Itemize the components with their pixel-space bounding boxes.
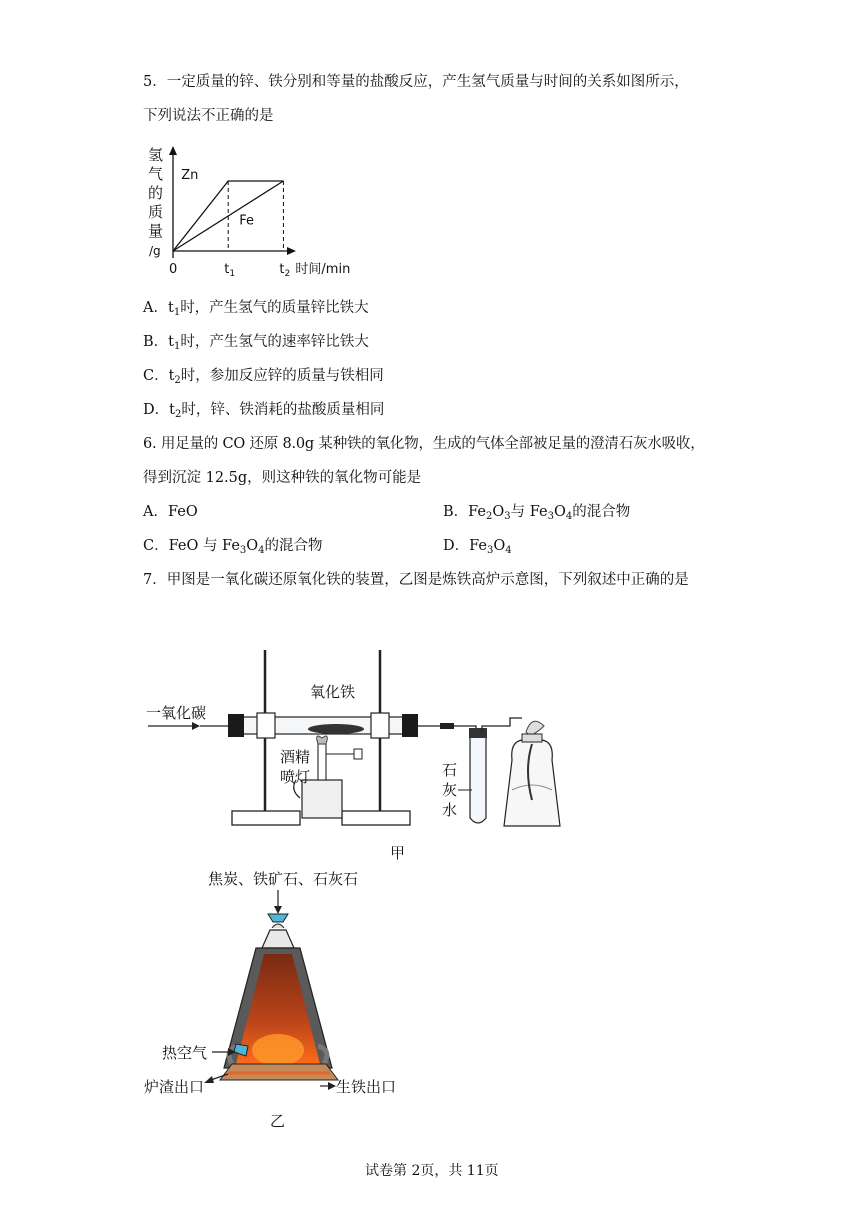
q6-option-a: A．FeO — [143, 504, 198, 520]
x-axis-label: 时间/min — [295, 262, 351, 277]
q6-option-d: D．$Fe_3O_4$ — [443, 538, 512, 556]
label-lime-3: 水 — [442, 801, 458, 819]
caption-jia: 甲 — [390, 844, 406, 862]
label-feed: 焦炭、铁矿石、石灰石 — [208, 870, 359, 888]
figure-jia-apparatus — [140, 640, 590, 865]
clamp-right — [371, 713, 389, 738]
stopper-left — [228, 714, 244, 737]
blowtorch-flame — [317, 736, 328, 744]
x-axis-arrow — [287, 247, 296, 255]
q5-line1: 5．一定质量的锌、铁分别和等量的盐酸反应，产生氢气质量与时间的关系如图所示， — [143, 74, 689, 90]
q5-option-a: A．$t_1$时，产生氢气的质量锌比铁大 — [143, 300, 369, 318]
label-fe2o3: 氧化铁 — [310, 683, 356, 701]
y-axis-label-char: 质 — [148, 203, 164, 221]
q5-chart — [140, 140, 351, 282]
q6-line2: 得到沉淀 12.5g，则这种铁的氧化物可能是 — [143, 470, 422, 486]
caption-yi: 乙 — [270, 1112, 286, 1130]
series-label-fe: Fe — [239, 213, 255, 229]
rubber-joint — [440, 723, 454, 729]
y-axis-label-char: 气 — [148, 165, 164, 183]
q5-option-d: D．$t_2$时，锌、铁消耗的盐酸质量相同 — [143, 402, 385, 420]
q5-option-b: B．$t_1$时，产生氢气的速率锌比铁大 — [143, 334, 369, 352]
chart-ylabel — [148, 146, 163, 258]
q5-option-c: C．$t_2$时，参加反应锌的质量与铁相同 — [143, 368, 384, 386]
q6-line1: 6. 用足量的 CO 还原 8.0g 某种铁的氧化物，生成的气体全部被足量的澄清石灰水吸收， — [143, 436, 705, 452]
alcohol-lamp — [504, 740, 560, 826]
y-axis-label-char: 量 — [148, 222, 164, 240]
feed-hopper — [268, 914, 288, 922]
q5-line2: 下列说法不正确的是 — [143, 108, 274, 124]
label-pig-iron-outlet: 生铁出口 — [336, 1078, 397, 1096]
clamp-left — [257, 713, 275, 738]
label-lamp-1: 酒精 — [280, 748, 311, 766]
q6-option-c: C．FeO 与 $Fe_3O_4$的混合物 — [143, 538, 323, 556]
y-axis-label-char: 氢 — [148, 146, 164, 164]
y-axis-label-char: /g — [149, 244, 161, 258]
stand-base-right — [342, 811, 410, 825]
stand-base-left — [232, 811, 300, 825]
x-tick-label-1: $t_1$ — [224, 262, 236, 279]
x-tick-label-2: $t_2$ — [279, 262, 291, 279]
test-tube — [470, 732, 486, 823]
q7-line1: 7．甲图是一氧化碳还原氧化铁的装置，乙图是炼铁高炉示意图，下列叙述中正确的是 — [143, 572, 689, 588]
series-label-zn: Zn — [181, 168, 199, 183]
figure-yi-blast-furnace — [140, 868, 420, 1130]
label-co: 一氧化碳 — [146, 704, 207, 722]
label-lamp-2: 喷灯 — [280, 768, 311, 786]
y-axis-arrow — [169, 146, 177, 155]
label-slag-outlet: 炉渣出口 — [144, 1078, 205, 1096]
iron-oxide-powder — [308, 724, 364, 734]
label-lime-2: 灰 — [442, 781, 458, 799]
exhaust-tube — [482, 718, 522, 732]
q6-option-b: B．$Fe_2O_3$与 $Fe_3O_4$的混合物 — [443, 504, 631, 522]
stopper-right — [402, 714, 418, 737]
label-hot-air: 热空气 — [162, 1044, 208, 1062]
x-tick-label-0: 0 — [169, 262, 178, 277]
chart-marks — [169, 168, 350, 279]
co-flow-arrow — [192, 722, 200, 730]
label-lime-1: 石 — [442, 761, 458, 779]
y-axis-label-char: 的 — [148, 184, 164, 202]
page-footer: 试卷第 2页，共 11页 — [365, 1163, 499, 1179]
